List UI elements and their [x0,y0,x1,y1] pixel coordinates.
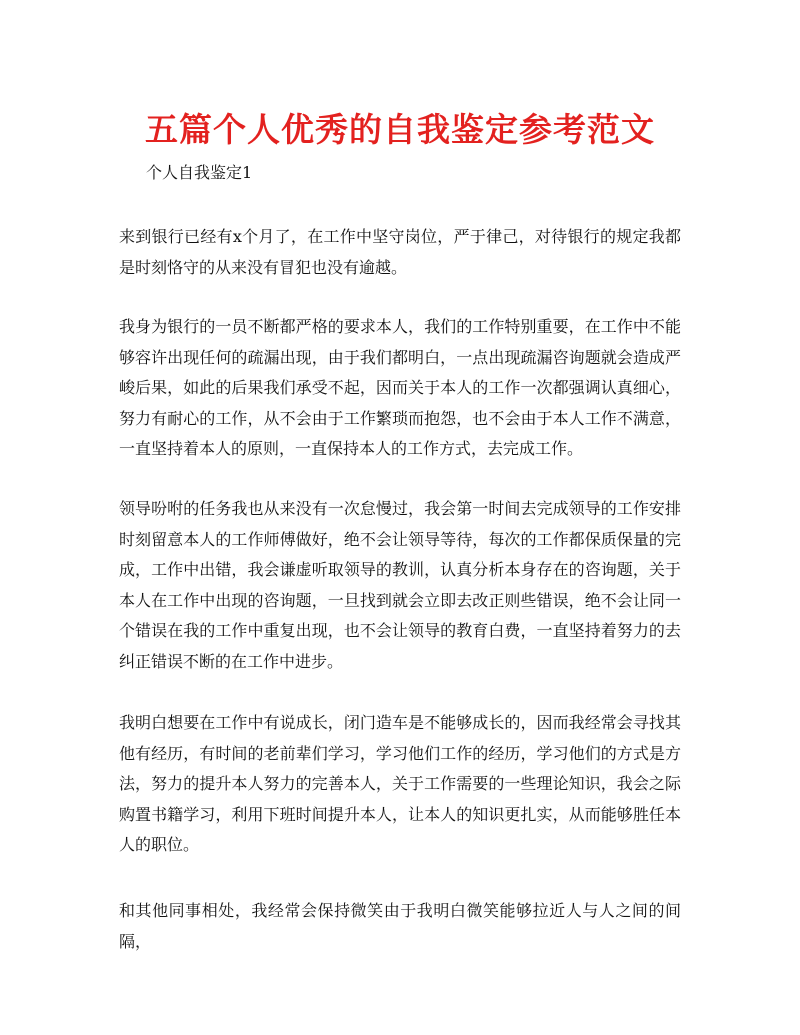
paragraph-4: 我明白想要在工作中有说成长，闭门造车是不能够成长的，因而我经常会寻找其他有经历，有时间的老前辈们学习，学习他们工作的经历，学习他们的方式是方法，努力的提升本人努力的完善本人，关于工作需要的一些理论知识，我会之际购置书籍学习，利用下班时间提升本人，让本人的知识更扎实，从而能够胜任本人的职位。 [119,713,681,854]
paragraph-2: 我身为银行的一员不断都严格的要求本人，我们的工作特别重要，在工作中不能够容许出现任何的疏漏出现，由于我们都明白，一点出现疏漏咨询题就会造成严峻后果，如此的后果我们承受不起，因而关于本人的工作一次都强调认真细心，努力有耐心的工作，从不会由于工作繁琐而抱怨，也不会由于本人工作不满意，一直坚持着本人的原则，一直保持本人的工作方式，去完成工作。 [119,317,681,458]
paragraph-5: 和其他同事相处，我经常会保持微笑由于我明白微笑能够拉近人与人之间的间隔， [119,901,681,951]
paragraph-1: 来到银行已经有x个月了，在工作中坚守岗位，严于律己，对待银行的规定我都是时刻恪守的从来没有冒犯也没有逾越。 [119,227,681,277]
section-heading: 个人自我鉴定1 [146,163,253,182]
document-title: 五篇个人优秀的自我鉴定参考范文 [145,110,655,149]
paragraph-3: 领导吩咐的任务我也从来没有一次怠慢过，我会第一时间去完成领导的工作安排时刻留意本人的工作师傅做好，绝不会让领导等待，每次的工作都保质保量的完成，工作中出错，我会谦虚听取领导的教训，认真分析本身存在的咨询题，关于本人在工作中出现的咨询题，一旦找到就会立即去改正则些错误，绝不会让同一个错误在我的工作中重复出现，也不会让领导的教育白费，一直坚持着努力的去纠正错误不断的在工作中进步。 [119,499,681,671]
